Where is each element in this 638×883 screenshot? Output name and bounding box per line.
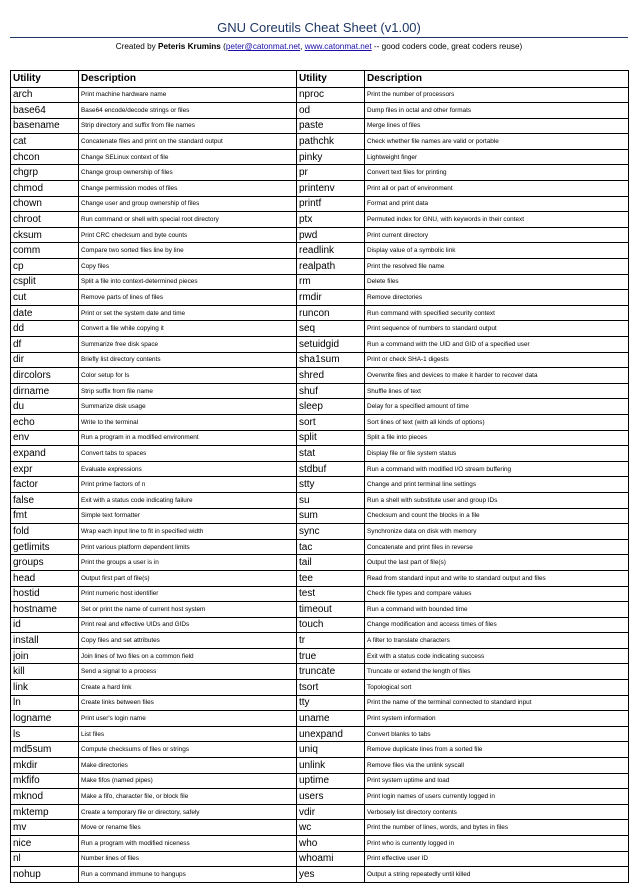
description-cell: Base64 encode/decode strings or files [79, 103, 297, 119]
utility-cell: stty [297, 477, 365, 493]
description-cell: Convert tabs to spaces [79, 446, 297, 462]
description-cell: Truncate or extend the length of files [365, 664, 629, 680]
byline [0, 42, 638, 51]
description-cell: Make directories [79, 758, 297, 774]
description-cell: Dump files in octal and other formats [365, 103, 629, 119]
table-row [11, 758, 629, 774]
utility-cell: uniq [297, 742, 365, 758]
description-cell: Copy files [79, 259, 297, 275]
description-cell: Make fifos (named pipes) [79, 773, 297, 789]
utility-cell: mktemp [11, 804, 79, 820]
title-divider [10, 37, 628, 38]
description-cell: Verbosely list directory contents [365, 804, 629, 820]
utility-cell: chmod [11, 181, 79, 197]
utility-cell: test [297, 586, 365, 602]
table-row [11, 196, 629, 212]
description-cell: Move or rename files [79, 820, 297, 836]
utility-cell: chgrp [11, 165, 79, 181]
table-row [11, 617, 629, 633]
utility-cell: dirname [11, 383, 79, 399]
description-cell: Print all or part of environment [365, 181, 629, 197]
table-row [11, 804, 629, 820]
utility-cell: sync [297, 524, 365, 540]
utility-cell: paste [297, 118, 365, 134]
utility-cell: getlimits [11, 539, 79, 555]
description-cell: Topological sort [365, 680, 629, 696]
utility-cell: chroot [11, 212, 79, 228]
utility-cell: sum [297, 508, 365, 524]
description-cell: Simple text formatter [79, 508, 297, 524]
utility-cell: nl [11, 851, 79, 867]
description-cell: Display file or file system status [365, 446, 629, 462]
utility-cell: mkdir [11, 758, 79, 774]
utility-cell: cat [11, 134, 79, 150]
description-cell: Remove directories [365, 290, 629, 306]
description-cell: Checksum and count the blocks in a file [365, 508, 629, 524]
description-cell: Check whether file names are valid or portable [365, 134, 629, 150]
utility-cell: join [11, 648, 79, 664]
utility-cell: timeout [297, 602, 365, 618]
description-cell: Print real and effective UIDs and GIDs [79, 617, 297, 633]
utility-cell: unlink [297, 758, 365, 774]
email-link[interactable]: peter@catonmat.net [225, 42, 301, 51]
description-cell: Print system information [365, 711, 629, 727]
utility-cell: printf [297, 196, 365, 212]
description-cell: Print effective user ID [365, 851, 629, 867]
description-cell: Summarize disk usage [79, 399, 297, 415]
table-header-row [11, 71, 629, 88]
table-row [11, 851, 629, 867]
table-row [11, 555, 629, 571]
utility-cell: df [11, 337, 79, 353]
description-cell: Exit with a status code indicating failure [79, 492, 297, 508]
utility-cell: fold [11, 524, 79, 540]
utility-cell: du [11, 399, 79, 415]
table-row [11, 508, 629, 524]
utility-cell: mknod [11, 789, 79, 805]
description-cell: Change group ownership of files [79, 165, 297, 181]
utility-cell: yes [297, 867, 365, 883]
table-row [11, 446, 629, 462]
table-row [11, 321, 629, 337]
utility-cell: who [297, 836, 365, 852]
table-row [11, 383, 629, 399]
table-row [11, 477, 629, 493]
table-row [11, 430, 629, 446]
table-row [11, 134, 629, 150]
description-cell: Run a command with bounded time [365, 602, 629, 618]
description-cell: Compute checksums of files or strings [79, 742, 297, 758]
utility-cell: su [297, 492, 365, 508]
utility-cell: cksum [11, 227, 79, 243]
description-cell: Delete files [365, 274, 629, 290]
description-cell: Make a fifo, character file, or block file [79, 789, 297, 805]
description-cell: Number lines of files [79, 851, 297, 867]
description-cell: Print numeric host identifier [79, 586, 297, 602]
utility-cell: rm [297, 274, 365, 290]
utility-cell: comm [11, 243, 79, 259]
description-cell: Strip suffix from file name [79, 383, 297, 399]
header-utility-left: Utility [11, 71, 79, 88]
description-cell: Run a shell with substitute user and group IDs [365, 492, 629, 508]
utility-cell: env [11, 430, 79, 446]
description-cell: Print machine hardware name [79, 87, 297, 103]
utility-cell: rmdir [297, 290, 365, 306]
description-cell: Print prime factors of n [79, 477, 297, 493]
utility-cell: nproc [297, 87, 365, 103]
table-row [11, 243, 629, 259]
description-cell: Evaluate expressions [79, 461, 297, 477]
description-cell: Print login names of users currently logged in [365, 789, 629, 805]
utility-cell: vdir [297, 804, 365, 820]
utility-cell: whoami [297, 851, 365, 867]
description-cell: Print or check SHA-1 digests [365, 352, 629, 368]
byline-suffix: -- good coders code, great coders reuse) [371, 42, 523, 51]
table-row [11, 570, 629, 586]
table-row [11, 181, 629, 197]
description-cell: Color setup for ls [79, 368, 297, 384]
description-cell: A filter to translate characters [365, 633, 629, 649]
table-row [11, 680, 629, 696]
description-cell: Set or print the name of current host system [79, 602, 297, 618]
utility-cell: od [297, 103, 365, 119]
table-row [11, 773, 629, 789]
description-cell: Print CRC checksum and byte counts [79, 227, 297, 243]
description-cell: Split a file into context-determined pieces [79, 274, 297, 290]
table-row [11, 539, 629, 555]
description-cell: Print current directory [365, 227, 629, 243]
description-cell: Run a program in a modified environment [79, 430, 297, 446]
description-cell: Remove files via the unlink syscall [365, 758, 629, 774]
description-cell: List files [79, 726, 297, 742]
description-cell: Print the number of processors [365, 87, 629, 103]
table-row [11, 742, 629, 758]
utility-cell: arch [11, 87, 79, 103]
utility-cell: sort [297, 414, 365, 430]
utility-cell: realpath [297, 259, 365, 275]
description-cell: Concatenate files and print on the standard output [79, 134, 297, 150]
table-row [11, 227, 629, 243]
description-cell: Print the name of the terminal connected to standard input [365, 695, 629, 711]
utility-cell: pr [297, 165, 365, 181]
utility-cell: kill [11, 664, 79, 680]
table-body [11, 87, 629, 882]
description-cell: Print the groups a user is in [79, 555, 297, 571]
byline-paren: ( [220, 42, 226, 51]
utility-cell: ptx [297, 212, 365, 228]
table-row [11, 820, 629, 836]
header-description-right: Description [365, 71, 629, 88]
description-cell: Change and print terminal line settings [365, 477, 629, 493]
description-cell: Wrap each input line to fit in specified width [79, 524, 297, 540]
utility-cell: factor [11, 477, 79, 493]
utility-cell: stat [297, 446, 365, 462]
description-cell: Run a command with modified I/O stream buffering [365, 461, 629, 477]
description-cell: Run a command with the UID and GID of a specified user [365, 337, 629, 353]
description-cell: Change modification and access times of files [365, 617, 629, 633]
utility-cell: readlink [297, 243, 365, 259]
utility-cell: basename [11, 118, 79, 134]
description-cell: Print the resolved file name [365, 259, 629, 275]
description-cell: Print user's login name [79, 711, 297, 727]
description-cell: Join lines of two files on a common field [79, 648, 297, 664]
utility-cell: expr [11, 461, 79, 477]
table-row [11, 368, 629, 384]
utility-cell: hostid [11, 586, 79, 602]
description-cell: Output first part of file(s) [79, 570, 297, 586]
description-cell: Send a signal to a process [79, 664, 297, 680]
utility-cell: sha1sum [297, 352, 365, 368]
table-row [11, 118, 629, 134]
utility-cell: ln [11, 695, 79, 711]
description-cell: Write to the terminal [79, 414, 297, 430]
utility-cell: fmt [11, 508, 79, 524]
utility-cell: printenv [297, 181, 365, 197]
utility-cell: chown [11, 196, 79, 212]
utility-cell: split [297, 430, 365, 446]
author-name: Peteris Krumins [158, 42, 221, 51]
table-row [11, 492, 629, 508]
utility-cell: pathchk [297, 134, 365, 150]
utility-cell: tac [297, 539, 365, 555]
coreutils-table [10, 70, 629, 883]
utility-cell: hostname [11, 602, 79, 618]
description-cell: Strip directory and suffix from file names [79, 118, 297, 134]
header-description-left: Description [79, 71, 297, 88]
description-cell: Overwrite files and devices to make it harder to recover data [365, 368, 629, 384]
utility-cell: truncate [297, 664, 365, 680]
description-cell: Remove parts of lines of files [79, 290, 297, 306]
table-row [11, 648, 629, 664]
utility-cell: cp [11, 259, 79, 275]
table-row [11, 524, 629, 540]
description-cell: Run a command immune to hangups [79, 867, 297, 883]
utility-cell: tee [297, 570, 365, 586]
table-row [11, 274, 629, 290]
utility-cell: nice [11, 836, 79, 852]
utility-cell: tty [297, 695, 365, 711]
utility-cell: dd [11, 321, 79, 337]
table-row [11, 103, 629, 119]
utility-cell: uname [297, 711, 365, 727]
utility-cell: ls [11, 726, 79, 742]
utility-cell: shred [297, 368, 365, 384]
page-title: GNU Coreutils Cheat Sheet (v1.00) [217, 20, 421, 35]
description-cell: Create a temporary file or directory, safely [79, 804, 297, 820]
utility-cell: install [11, 633, 79, 649]
utility-cell: link [11, 680, 79, 696]
description-cell: Print sequence of numbers to standard output [365, 321, 629, 337]
description-cell: Output the last part of file(s) [365, 555, 629, 571]
table-row [11, 414, 629, 430]
utility-cell: pwd [297, 227, 365, 243]
description-cell: Change SELinux context of file [79, 149, 297, 165]
utility-cell: runcon [297, 305, 365, 321]
description-cell: Read from standard input and write to standard output and files [365, 570, 629, 586]
utility-cell: groups [11, 555, 79, 571]
description-cell: Change permission modes of files [79, 181, 297, 197]
utility-cell: dircolors [11, 368, 79, 384]
description-cell: Merge lines of files [365, 118, 629, 134]
table-row [11, 212, 629, 228]
description-cell: Remove duplicate lines from a sorted file [365, 742, 629, 758]
description-cell: Create a hard link [79, 680, 297, 696]
utility-cell: cut [11, 290, 79, 306]
utility-cell: shuf [297, 383, 365, 399]
header-utility-right: Utility [297, 71, 365, 88]
table-row [11, 867, 629, 883]
byline-comma: , [300, 42, 305, 51]
description-cell: Print system uptime and load [365, 773, 629, 789]
table-row [11, 711, 629, 727]
description-cell: Print the number of lines, words, and bytes in files [365, 820, 629, 836]
utility-cell: pinky [297, 149, 365, 165]
table-row [11, 789, 629, 805]
utility-cell: false [11, 492, 79, 508]
utility-cell: date [11, 305, 79, 321]
description-cell: Sort lines of text (with all kinds of options) [365, 414, 629, 430]
description-cell: Delay for a specified amount of time [365, 399, 629, 415]
description-cell: Run a program with modified niceness [79, 836, 297, 852]
website-link[interactable]: www.catonmat.net [304, 42, 372, 51]
utility-cell: uptime [297, 773, 365, 789]
table-row [11, 695, 629, 711]
description-cell: Output a string repeatedly until killed [365, 867, 629, 883]
description-cell: Concatenate and print files in reverse [365, 539, 629, 555]
description-cell: Format and print data [365, 196, 629, 212]
byline-prefix: Created by [115, 42, 159, 51]
description-cell: Synchronize data on disk with memory [365, 524, 629, 540]
description-cell: Compare two sorted files line by line [79, 243, 297, 259]
description-cell: Convert a file while copying it [79, 321, 297, 337]
utility-cell: sleep [297, 399, 365, 415]
description-cell: Change user and group ownership of files [79, 196, 297, 212]
utility-cell: tsort [297, 680, 365, 696]
utility-cell: tail [297, 555, 365, 571]
description-cell: Exit with a status code indicating success [365, 648, 629, 664]
utility-cell: touch [297, 617, 365, 633]
description-cell: Print or set the system date and time [79, 305, 297, 321]
utility-cell: id [11, 617, 79, 633]
table-row [11, 399, 629, 415]
table-row [11, 586, 629, 602]
table-row [11, 290, 629, 306]
utility-cell: expand [11, 446, 79, 462]
table-row [11, 259, 629, 275]
table-row [11, 664, 629, 680]
table-row [11, 149, 629, 165]
utility-cell: stdbuf [297, 461, 365, 477]
description-cell: Permuted index for GNU, with keywords in their context [365, 212, 629, 228]
description-cell: Display value of a symbolic link [365, 243, 629, 259]
table-row [11, 461, 629, 477]
utility-cell: echo [11, 414, 79, 430]
utility-cell: unexpand [297, 726, 365, 742]
utility-cell: chcon [11, 149, 79, 165]
utility-cell: dir [11, 352, 79, 368]
utility-cell: mv [11, 820, 79, 836]
utility-cell: setuidgid [297, 337, 365, 353]
utility-cell: wc [297, 820, 365, 836]
description-cell: Shuffle lines of text [365, 383, 629, 399]
utility-cell: csplit [11, 274, 79, 290]
description-cell: Convert text files for printing [365, 165, 629, 181]
utility-cell: mkfifo [11, 773, 79, 789]
table-row [11, 602, 629, 618]
table-row [11, 165, 629, 181]
utility-cell: base64 [11, 103, 79, 119]
utility-cell: tr [297, 633, 365, 649]
table-row [11, 87, 629, 103]
description-cell: Convert blanks to tabs [365, 726, 629, 742]
description-cell: Print who is currently logged in [365, 836, 629, 852]
description-cell: Copy files and set attributes [79, 633, 297, 649]
utility-cell: users [297, 789, 365, 805]
utility-cell: seq [297, 321, 365, 337]
description-cell: Summarize free disk space [79, 337, 297, 353]
table-row [11, 305, 629, 321]
description-cell: Briefly list directory contents [79, 352, 297, 368]
description-cell: Split a file into pieces [365, 430, 629, 446]
utility-cell: md5sum [11, 742, 79, 758]
description-cell: Print various platform dependent limits [79, 539, 297, 555]
table-row [11, 836, 629, 852]
table-row [11, 352, 629, 368]
description-cell: Run command or shell with special root directory [79, 212, 297, 228]
utility-cell: true [297, 648, 365, 664]
description-cell: Create links between files [79, 695, 297, 711]
table-row [11, 633, 629, 649]
utility-cell: logname [11, 711, 79, 727]
description-cell: Run command with specified security context [365, 305, 629, 321]
table-row [11, 337, 629, 353]
table-row [11, 726, 629, 742]
description-cell: Check file types and compare values [365, 586, 629, 602]
utility-cell: nohup [11, 867, 79, 883]
utility-cell: head [11, 570, 79, 586]
description-cell: Lightweight finger [365, 149, 629, 165]
